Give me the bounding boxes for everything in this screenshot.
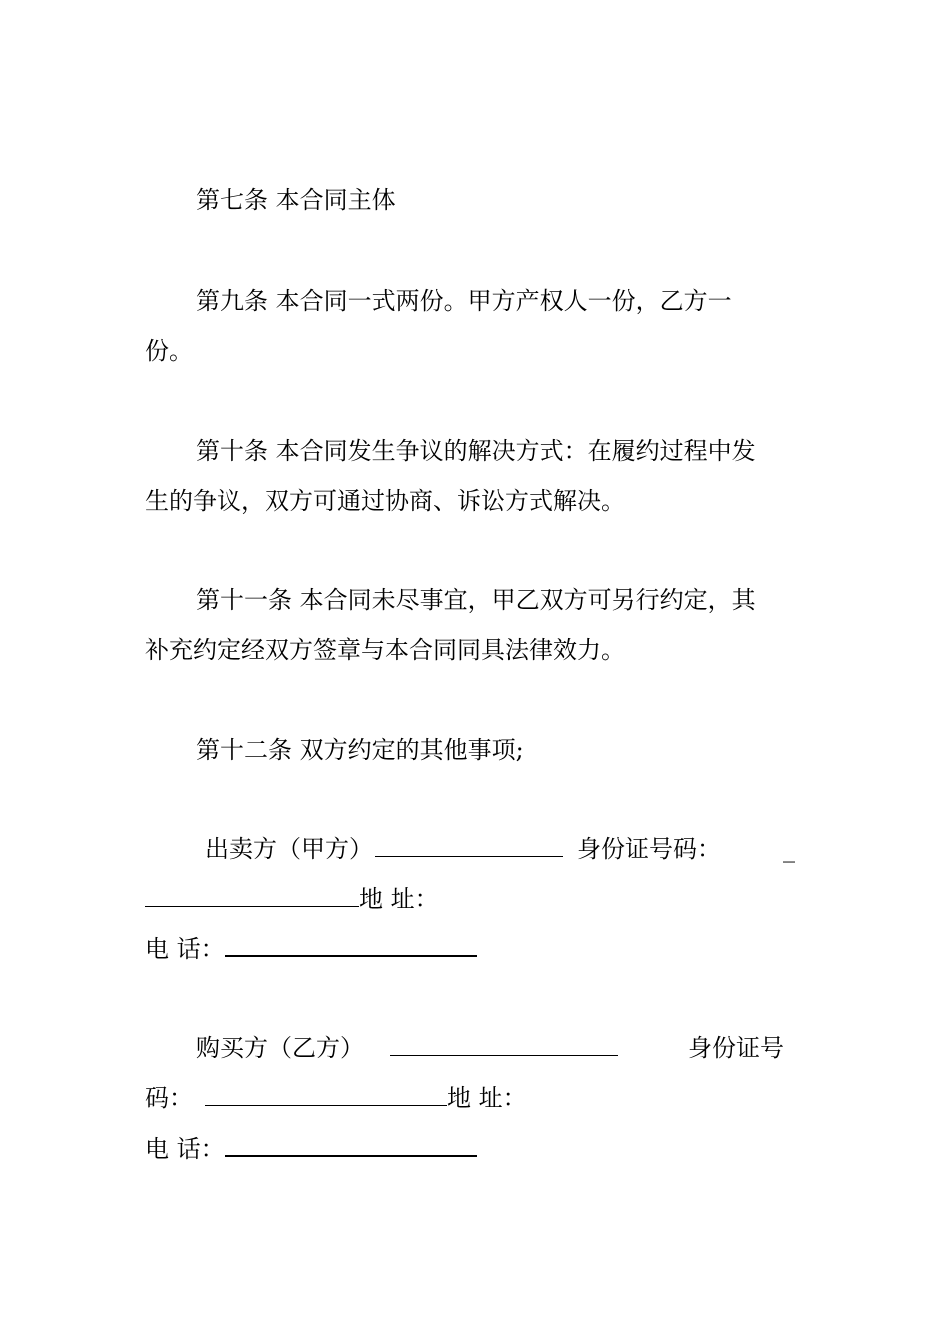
seller-phone-row xyxy=(145,933,810,964)
buyer-phone-blank[interactable] xyxy=(225,1133,477,1157)
buyer-phone-label: 电 话： xyxy=(145,1135,225,1163)
seller-id-address-row xyxy=(145,884,810,914)
buyer-id-blank[interactable] xyxy=(205,1083,447,1106)
clause-10-line-1: 第十条 本合同发生争议的解决方式：在履约过程中发 xyxy=(196,437,756,465)
seller-id-label: 身份证号码： xyxy=(577,835,721,863)
seller-label: 出卖方（甲方） xyxy=(205,835,373,863)
buyer-address-label: 地 址： xyxy=(447,1084,527,1112)
buyer-row xyxy=(196,1033,810,1063)
seller-row xyxy=(205,834,810,864)
seller-phone-blank[interactable] xyxy=(225,933,477,957)
seller-id-blank[interactable] xyxy=(145,884,359,907)
buyer-label: 购买方（乙方） xyxy=(196,1034,364,1062)
buyer-id-address-row xyxy=(145,1083,810,1113)
seller-id-tail: _ xyxy=(783,835,795,863)
buyer-id-label-part1: 身份证号 xyxy=(688,1034,784,1062)
clause-9-line-1: 第九条 本合同一式两份。甲方产权人一份，乙方一 xyxy=(196,287,732,315)
clause-11-line-1: 第十一条 本合同未尽事宜，甲乙双方可另行约定，其 xyxy=(196,586,756,614)
seller-name-blank[interactable] xyxy=(375,834,563,857)
buyer-id-label-part2: 码： xyxy=(145,1084,193,1112)
clause-9-line-2: 份。 xyxy=(145,337,193,365)
clause-10-line-2: 生的争议，双方可通过协商、诉讼方式解决。 xyxy=(145,487,625,515)
clause-12: 第十二条 双方约定的其他事项; xyxy=(196,736,524,764)
clause-11-line-2: 补充约定经双方签章与本合同同具法律效力。 xyxy=(145,636,625,664)
buyer-phone-row xyxy=(145,1133,810,1164)
clause-7: 第七条 本合同主体 xyxy=(196,186,396,214)
buyer-name-blank[interactable] xyxy=(390,1033,618,1056)
seller-phone-label: 电 话： xyxy=(145,935,225,963)
seller-address-label: 地 址： xyxy=(359,885,439,913)
